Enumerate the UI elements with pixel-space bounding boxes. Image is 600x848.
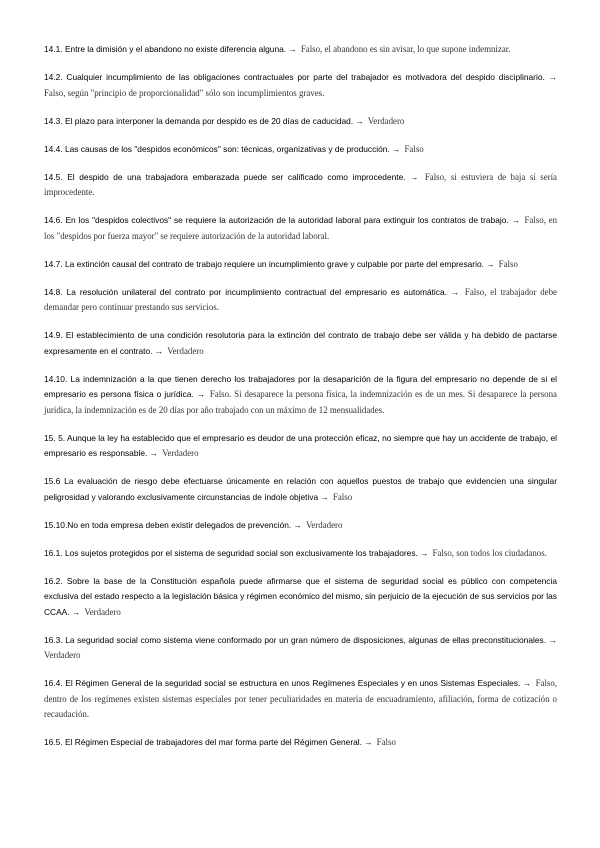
answer-text: Falso, el trabajador debe demandar pero continuar prestando sus servicios. [44, 286, 558, 312]
question-item [44, 632, 557, 663]
question-text: 14.4. Las causas de los "despidos económicos" son: técnicas, organizativas y de producción. → [44, 143, 401, 154]
question-text: 16.4. El Régimen General de la seguridad social se estructura en unos Regímenes Especiales y en unos Sistemas Especiales. → [44, 678, 532, 688]
question-text: 16.5. El Régimen Especial de trabajadores del mar forma parte del Régimen General. → [44, 737, 373, 747]
answer-text: Falso [404, 143, 424, 154]
answer-text: Falso [376, 737, 396, 747]
question-item [44, 675, 557, 722]
question-text: 14.1. Entre la dimisión y el abandono no existe diferencia alguna. → [44, 44, 297, 54]
question-text: 14.3. El plazo para interponer la demanda por despido es de 20 días de caducidad. → [44, 115, 364, 126]
answer-text: Falso, el abandono es sin avisar, lo que supone indemnizar. [300, 44, 511, 54]
question-text: 16.2. Sobre la base de la Constitución española puede afirmarse que el sistema de seguridad social es público con competencia exclusiva del estado respecto a la legislación básica y régimen económico del mismo, sin perjuicio de la ejecución de sus servicios por las CCAA. → [44, 575, 557, 617]
question-item [44, 473, 557, 504]
question-text: 16.1. Los sujetos protegidos por el sistema de seguridad social son exclusivamente los trabajadores. → [44, 547, 429, 558]
question-item [44, 734, 557, 750]
answer-text: Falso, son todos los ciudadanos. [432, 547, 547, 558]
question-text: 14.8. La resolución unilateral del contrato por incumplimiento contractual del empresario es automática. → [44, 286, 460, 297]
answer-text: Falso [498, 258, 518, 269]
answer-text: Verdadero [44, 650, 81, 660]
answer-text: Falso, según "principio de proporcionalidad" sólo son incumplimientos graves. [44, 87, 325, 98]
question-item [44, 141, 557, 157]
question-list [44, 41, 557, 762]
question-item [44, 430, 557, 461]
question-text: 16.3. La seguridad social como sistema viene conformado por un gran número de disposiciones, algunas de ellas preconstitucionales. → [44, 634, 557, 645]
question-item [44, 212, 557, 243]
question-item [44, 545, 557, 561]
answer-text: Falso, si estuviera de baja sí sería improcedente. [44, 171, 557, 197]
answer-text: Falso, dentro de los regímenes existen sistemas especiales por tener peculiaridades en materia de encuadramiento, afiliación, forma de cotización o recaudación. [44, 678, 558, 719]
question-text: 14.2. Cualquier incumplimiento de las obligaciones contractuales por parte del trabajador es motivadora del despido disciplinario. → [44, 72, 557, 82]
answer-text: Verdadero [305, 519, 343, 530]
question-text: 14.5. El despido de una trabajadora embarazada puede ser calificado como improcedente. → [44, 171, 419, 182]
answer-text: Verdadero [367, 115, 405, 126]
question-item [44, 113, 557, 129]
answer-text: Falso, en los "despidos por fuerza mayor" se requiere autorización de la autoridad laboral. [44, 215, 558, 241]
question-item [44, 371, 557, 418]
question-item [44, 573, 557, 620]
question-item [44, 256, 557, 272]
answer-text: Falso [332, 491, 353, 502]
answer-text: Verdadero [162, 448, 199, 458]
question-text: 15.10.No en toda empresa deben existir delegados de prevención. → [44, 519, 302, 530]
question-item [44, 69, 557, 100]
question-item [44, 327, 557, 358]
question-item [44, 284, 557, 315]
question-text: 15. 5. Aunque la ley ha establecido que el empresario es deudor de una protección eficaz, no siempre que hay un accidente de trabajo, el empresario es responsable. → [44, 432, 557, 458]
question-text: 14.7. La extinción causal del contrato de trabajo requiere un incumplimiento grave y culpable por parte del empresario. → [44, 258, 495, 269]
question-text: 14.10. La indemnización a la que tienen derecho los trabajadores por la desaparición de la figura del empresario no depende de si el empresario es persona física o jurídica. → [44, 373, 557, 399]
question-item [44, 41, 557, 57]
answer-text: Verdadero [84, 606, 121, 617]
answer-text: Verdadero [167, 345, 204, 356]
question-item [44, 169, 557, 200]
question-item [44, 517, 557, 533]
answer-text: Falso. Si desaparece la persona física, la indemnización es de un mes. Si desaparece la persona jurídica, la indemnización es de 20 días por año trabajado con un máximo de 12 mensualidades. [44, 389, 558, 415]
question-text: 15.6 La evaluación de riesgo debe efectuarse únicamente en relación con aquellos puestos de trabajo que evidencien una singular peligrosidad y valorando exclusivamente circunstancias de índole objetiva → [44, 476, 557, 502]
question-text: 14.9. El establecimiento de una condición resolutoria para la extinción del contrato de trabajo debe ser válida y ha debido de pactarse expresamente en el contrato. → [44, 330, 557, 356]
question-text: 14.6. En los "despidos colectivos" se requiere la autorización de la autoridad laboral para extinguir los contratos de trabajo. → [44, 215, 520, 225]
